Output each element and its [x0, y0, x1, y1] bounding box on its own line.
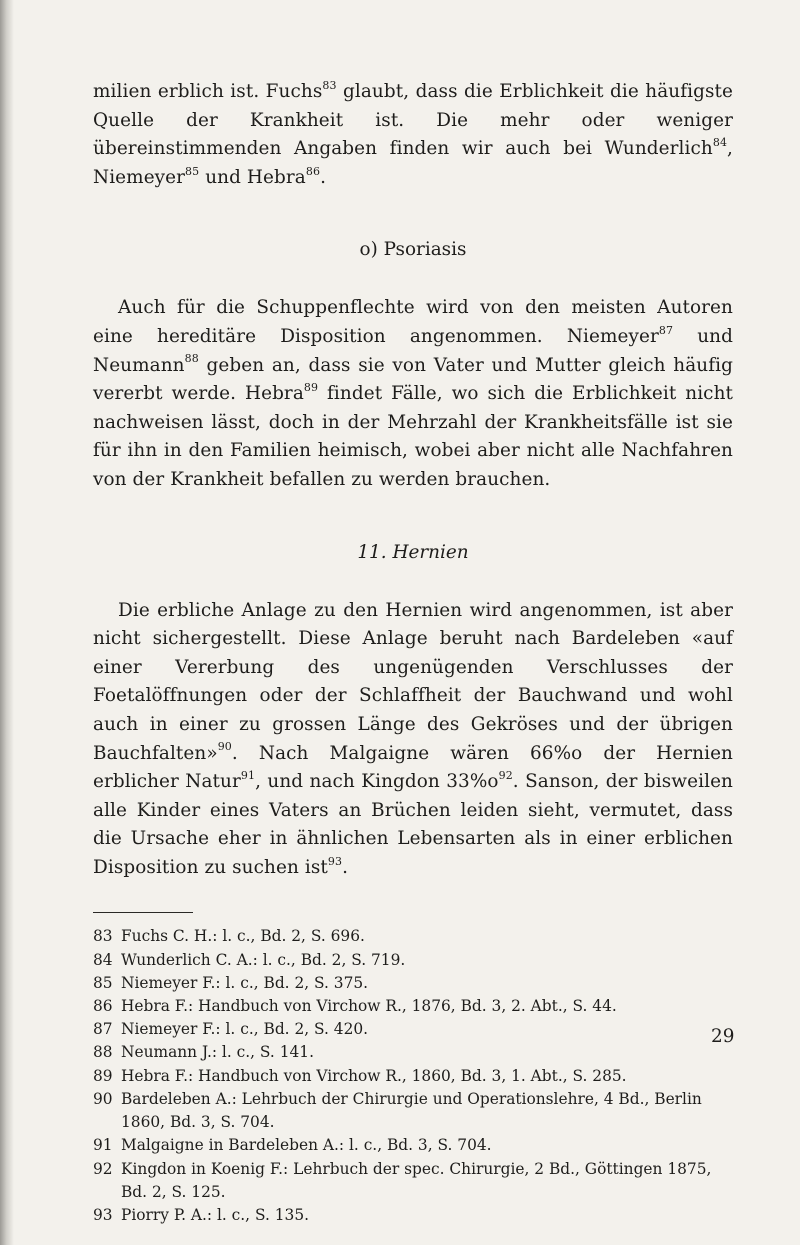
footnote-ref-89[interactable]: 89 [303, 381, 319, 395]
footnote-text: Hebra F.: Handbuch von Virchow R., 1860, Bd. 3, 1. Abt., S. 285. [121, 1066, 627, 1085]
footnote-89 [93, 1065, 733, 1088]
footnote-84 [93, 949, 733, 972]
footnote-text: Malgaigne in Bardeleben A.: l. c., Bd. 3, S. 704. [121, 1136, 492, 1155]
top-paragraph [93, 78, 733, 192]
text-run: . Nach Malgaigne wären 66%o der Hernien erblicher Natur [93, 742, 733, 793]
footnote-ref-85[interactable]: 85 [185, 164, 200, 178]
footnote-text: Niemeyer F.: l. c., Bd. 2, S. 375. [121, 973, 369, 992]
hernien-paragraph [93, 597, 733, 883]
footnote-number: 87 [93, 1020, 113, 1039]
page-content [93, 78, 733, 1227]
footnote-number: 83 [93, 927, 113, 946]
footnote-text: Piorry P. A.: l. c., S. 135. [121, 1205, 309, 1224]
footnote-number: 93 [93, 1205, 113, 1224]
text-run: . Sanson, der bisweilen alle Kinder eines Vaters an Brüchen leiden sieht, vermutet, dass die Ursache eher in ähnlichen Lebensarten als in einer erblichen Disposition zu suchen ist [93, 771, 733, 878]
text-run: und Neumann [93, 325, 733, 376]
footnote-92 [93, 1158, 733, 1204]
footnote-text: Fuchs C. H.: l. c., Bd. 2, S. 696. [121, 927, 365, 946]
footnote-90 [93, 1088, 733, 1134]
footnote-ref-87[interactable]: 87 [658, 323, 674, 337]
subheading-psoriasis: o) Psoriasis [359, 239, 467, 261]
footnote-number: 85 [93, 973, 113, 992]
section-heading-hernien: 11. Hernien [357, 541, 469, 563]
footnote-ref-92[interactable]: 92 [498, 768, 513, 782]
footnote-ref-90[interactable]: 90 [217, 740, 232, 754]
psoriasis-paragraph [93, 294, 733, 494]
text-run: Die erbliche Anlage zu den Hernien wird angenommen, ist aber nicht sichergestellt. Diese Anlage beruht nach Bardeleben «auf einer Vererbung des ungenügenden Verschlusses der Foetalöffnungen oder der Schlaffheit der Bauchwand und wohl auch in einer zu grossen Länge des Gekröses und der übrigen Bauchfalten» [93, 599, 733, 764]
text-run: , Niemeyer [93, 138, 733, 188]
text-run: und Hebra [199, 166, 306, 188]
footnote-number: 88 [93, 1043, 113, 1062]
footnote-86 [93, 995, 733, 1018]
footnote-ref-91[interactable]: 91 [240, 768, 256, 782]
footnote-ref-83[interactable]: 83 [322, 78, 337, 92]
page-number: 29 [711, 1026, 735, 1047]
footnote-87 [93, 1018, 733, 1041]
footnote-number: 91 [93, 1136, 113, 1155]
footnote-93 [93, 1204, 733, 1227]
footnote-ref-84[interactable]: 84 [712, 136, 728, 150]
footnotes-list [93, 925, 733, 1227]
footnote-text: Hebra F.: Handbuch von Virchow R., 1876, Bd. 3, 2. Abt., S. 44. [121, 997, 617, 1016]
footnote-ref-88[interactable]: 88 [184, 352, 199, 366]
footnote-number: 86 [93, 997, 113, 1016]
text-run: , und nach Kingdon 33%o [255, 771, 499, 793]
footnote-ref-93[interactable]: 93 [327, 854, 343, 868]
text-run: . [320, 166, 327, 188]
text-run: geben an, dass sie von Vater und Mutter gleich häufig vererbt werde. Hebra [93, 354, 733, 405]
footnote-number: 84 [93, 950, 113, 969]
text-run: findet Fälle, wo sich die Erblichkeit nicht nachweisen lässt, doch in der Mehrzahl der Krankheitsfälle ist sie für ihn in den Familien heimisch, wobei aber nicht alle Nachfahren von der Krankheit befallen zu werden brauchen. [93, 383, 734, 490]
footnote-88 [93, 1041, 733, 1064]
footnote-text: Bardeleben A.: Lehrbuch der Chirurgie und Operationslehre, 4 Bd., Berlin 1860, Bd. 3, S. 704. [121, 1089, 702, 1132]
footnote-85 [93, 972, 733, 995]
text-run: milien erblich ist. Fuchs [93, 81, 323, 102]
text-run: glaubt, dass die Erblichkeit die häufigste Quelle der Krankheit ist. Die mehr oder weniger übereinstimmenden Angaben finden wir auch bei Wunderlich [93, 81, 733, 160]
footnote-83 [93, 925, 733, 948]
footnote-number: 89 [93, 1066, 113, 1085]
footnote-text: Neumann J.: l. c., S. 141. [121, 1043, 314, 1062]
footnote-text: Niemeyer F.: l. c., Bd. 2, S. 420. [121, 1020, 369, 1039]
footnote-number: 92 [93, 1159, 113, 1178]
text-run: . [342, 856, 349, 878]
text-run: Auch für die Schuppenflechte wird von den meisten Autoren eine hereditäre Disposition angenommen. Niemeyer [93, 297, 733, 347]
footnote-text: Wunderlich C. A.: l. c., Bd. 2, S. 719. [121, 950, 406, 969]
footnote-91 [93, 1134, 733, 1157]
footnote-ref-86[interactable]: 86 [305, 164, 321, 178]
footnote-number: 90 [93, 1089, 113, 1108]
footnote-text: Kingdon in Koenig F.: Lehrbuch der spec. Chirurgie, 2 Bd., Göttingen 1875, Bd. 2, S. 125. [121, 1159, 712, 1201]
scan-edge-shadow [0, 0, 14, 1245]
footnote-divider [93, 912, 193, 913]
